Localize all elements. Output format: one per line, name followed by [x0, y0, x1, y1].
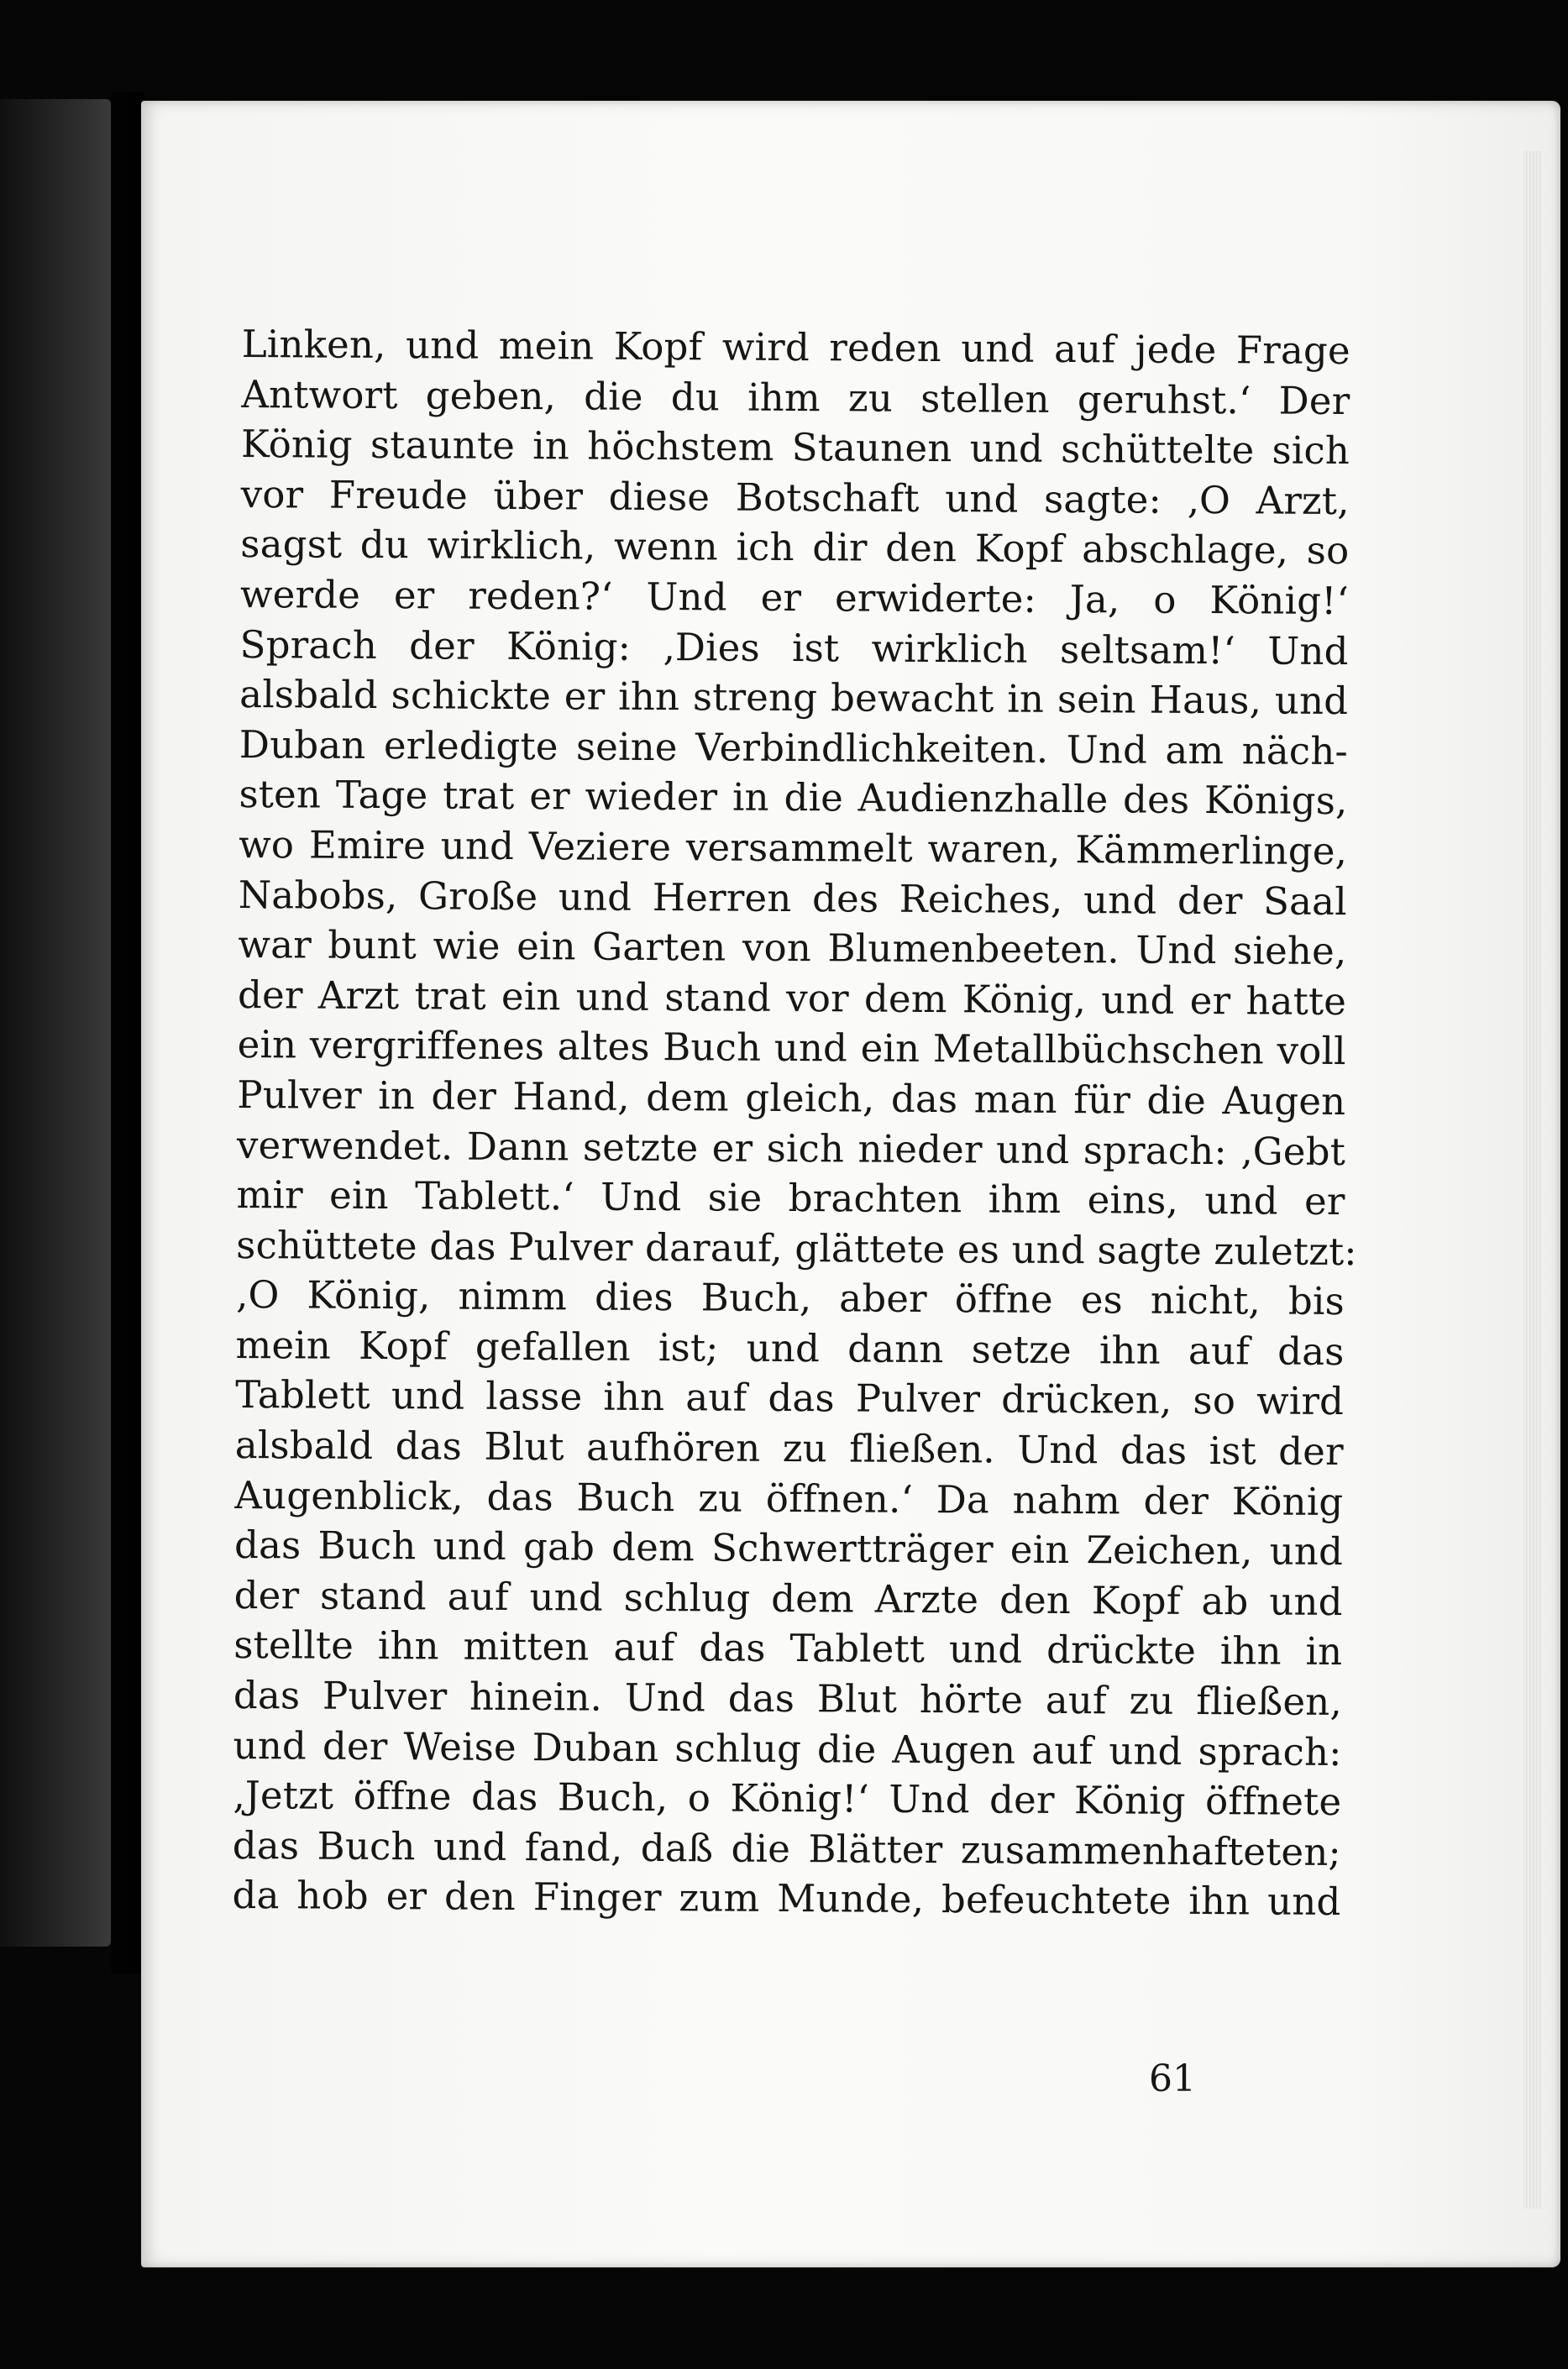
text-line: mein Kopf gefallen ist; und dann setze ihn auf das: [235, 1322, 1345, 1374]
text-line: Antwort geben, die du ihm zu stellen geruhst.‘ Der: [241, 371, 1350, 423]
text-line: war bunt wie ein Garten von Blumenbeeten. Und siehe,: [238, 922, 1347, 974]
text-line: ‚Jetzt öffne das Buch, o König!‘ Und der König öffnete: [233, 1773, 1342, 1825]
text-line: alsbald schickte er ihn streng bewacht in sein Haus, und: [239, 672, 1349, 724]
text-line: sagst du wirklich, wenn ich dir den Kopf abschlage, so: [240, 521, 1350, 574]
text-line: Nabobs, Große und Herren des Reiches, und der Saal: [238, 872, 1347, 924]
text-line: Duban erledigte seine Verbindlichkeiten. Und am näch-: [239, 721, 1349, 773]
text-line: Pulver in der Hand, dem gleich, das man für die Augen: [237, 1072, 1346, 1124]
text-line: der stand auf und schlug dem Arzte den Kopf ab und: [233, 1572, 1343, 1624]
page-number: 61: [1149, 2057, 1196, 2100]
text-line: vor Freude über diese Botschaft und sagte: ‚O Arzt,: [240, 471, 1350, 523]
text-line: Linken, und mein Kopf wird reden und auf jede Frage: [241, 321, 1350, 374]
book-gutter: [111, 92, 144, 1973]
text-line: schüttete das Pulver darauf, glättete es und sagte zuletzt:: [236, 1222, 1357, 1274]
text-line: werde er reden?‘ Und er erwiderte: Ja, o König!‘: [239, 571, 1350, 624]
book-page: [141, 101, 1560, 2267]
text-line: da hob er den Finger zum Munde, befeuchtete ihn und: [232, 1873, 1341, 1925]
text-line: ‚O König, nimm dies Buch, aber öffne es nicht, bis: [235, 1272, 1345, 1324]
body-text: [232, 319, 1357, 1927]
text-line: König staunte in höchstem Staunen und schüttelte sich: [240, 422, 1350, 474]
text-line: der Arzt trat ein und stand vor dem König, und er hatte: [237, 972, 1347, 1024]
text-line: das Pulver hinein. Und das Blut hörte auf zu fließen,: [233, 1673, 1343, 1725]
text-line: sten Tage trat er wieder in die Audienzhalle des Königs,: [239, 772, 1348, 824]
text-line: alsbald das Blut aufhören zu fließen. Und das ist der: [234, 1423, 1344, 1475]
page-stack-edge: [1523, 151, 1542, 2209]
text-line: das Buch und gab dem Schwertträger ein Zeichen, und: [233, 1523, 1344, 1575]
text-line: und der Weise Duban schlug die Augen auf und sprach:: [233, 1722, 1342, 1774]
text-line: das Buch und fand, daß die Blätter zusammenhafteten;: [232, 1822, 1342, 1874]
text-line: Sprach der König: ‚Dies ist wirklich seltsam!‘ Und: [239, 621, 1349, 673]
text-line: Augenblick, das Buch zu öffnen.‘ Da nahm der König: [234, 1472, 1344, 1524]
text-line: ein vergriffenes altes Buch und ein Metallbüchschen voll: [237, 1022, 1346, 1074]
text-line: stellte ihn mitten auf das Tablett und drückte ihn in: [233, 1622, 1343, 1675]
text-line: wo Emire und Veziere versammelt waren, Kämmerlinge,: [239, 821, 1348, 873]
text-line: Tablett und lasse ihn auf das Pulver drücken, so wird: [235, 1372, 1345, 1424]
text-line: mir ein Tablett.‘ Und sie brachten ihm eins, und er: [236, 1172, 1345, 1224]
left-page-edge: [0, 99, 111, 1947]
text-line: verwendet. Dann setzte er sich nieder und sprach: ‚Gebt: [236, 1122, 1346, 1174]
